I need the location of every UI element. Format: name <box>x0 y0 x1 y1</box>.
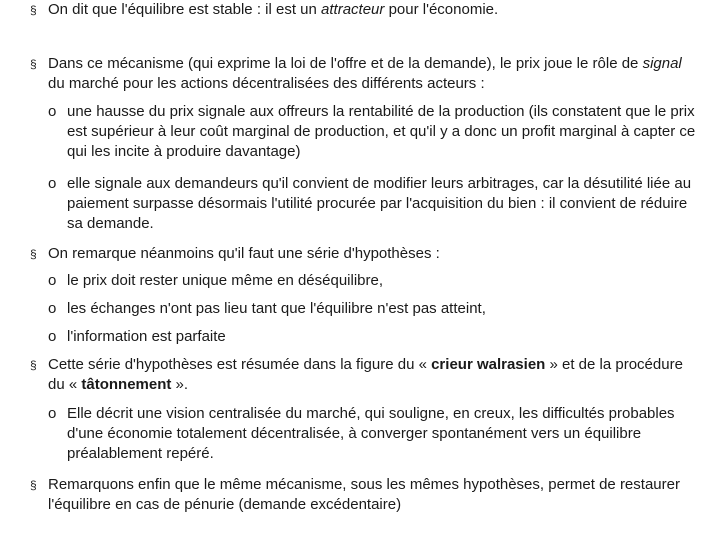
circle-bullet-icon: o <box>48 272 57 289</box>
circle-bullet-icon: o <box>48 328 57 345</box>
circle-bullet-icon: o <box>48 300 57 317</box>
item-text <box>48 0 702 20</box>
sub-item-information <box>48 327 698 347</box>
bullet-item-penurie <box>30 475 702 515</box>
item-text: Elle décrit une vision centralisée du marché, qui souligne, en creux, les difficultés probables d'une économie totalement décentralisée, à converger spontanément vers un équilibre préalablement repéré. <box>67 405 675 462</box>
text-span: Dans ce mécanisme (qui exprime la loi de l'offre et de la demande), le prix joue le rôle de <box>48 55 643 72</box>
bullet-item-stable <box>30 0 702 20</box>
item-text <box>48 355 702 395</box>
item-text: elle signale aux demandeurs qu'il convient de modifier leurs arbitrages, car la désutilité liée au paiement surpasse désormais l'utilité procurée par l'acquisition du bien : il convient de réduire sa demande. <box>67 175 692 232</box>
text-span: » et de la procédure du « <box>48 356 683 393</box>
circle-bullet-icon: o <box>48 405 57 422</box>
text-span: Cette série d'hypothèses est résumée dans la figure du « <box>48 356 432 373</box>
circle-bullet-icon: o <box>48 175 57 192</box>
circle-bullet-icon: o <box>48 103 57 120</box>
item-text <box>48 54 702 94</box>
item-text: Remarquons enfin que le même mécanisme, sous les mêmes hypothèses, permet de restaurer l'équilibre en cas de pénurie (demande excédentaire) <box>48 476 680 513</box>
item-text: l'information est parfaite <box>67 328 226 345</box>
sub-item-prix-unique <box>48 271 698 291</box>
sub-item-echanges <box>48 299 698 319</box>
text-span: du marché pour les actions décentralisées des différents acteurs : <box>48 75 485 92</box>
item-text: On remarque néanmoins qu'il faut une série d'hypothèses : <box>48 245 440 262</box>
square-bullet-icon: § <box>30 478 37 492</box>
bold-term: crieur walrasien <box>431 356 546 373</box>
square-bullet-icon: § <box>30 57 37 71</box>
bullet-item-signal <box>30 54 702 94</box>
square-bullet-icon: § <box>30 3 37 17</box>
square-bullet-icon: § <box>30 358 37 372</box>
sub-item-offreurs <box>48 102 698 162</box>
text-span: On dit que l'équilibre est stable : il est un <box>48 1 322 18</box>
italic-term: attracteur <box>321 1 385 18</box>
item-text: le prix doit rester unique même en déséquilibre, <box>67 272 384 289</box>
item-text: les échanges n'ont pas lieu tant que l'équilibre n'est pas atteint, <box>67 300 486 317</box>
bold-term: tâtonnement <box>81 376 172 393</box>
sub-item-vision <box>48 404 698 464</box>
text-span: pour l'économie. <box>384 1 499 18</box>
italic-term: signal <box>642 55 682 72</box>
item-text: une hausse du prix signale aux offreurs la rentabilité de la production (ils constatent que le prix est supérieur à leur coût marginal de production, et qu'il y a donc un profit marginal à capter ce qui les incite à produire davantage) <box>67 103 696 160</box>
text-span: ». <box>171 376 189 393</box>
square-bullet-icon: § <box>30 247 37 261</box>
bullet-item-hypotheses <box>30 244 702 264</box>
sub-item-demandeurs <box>48 174 698 234</box>
bullet-item-crieur <box>30 355 702 395</box>
